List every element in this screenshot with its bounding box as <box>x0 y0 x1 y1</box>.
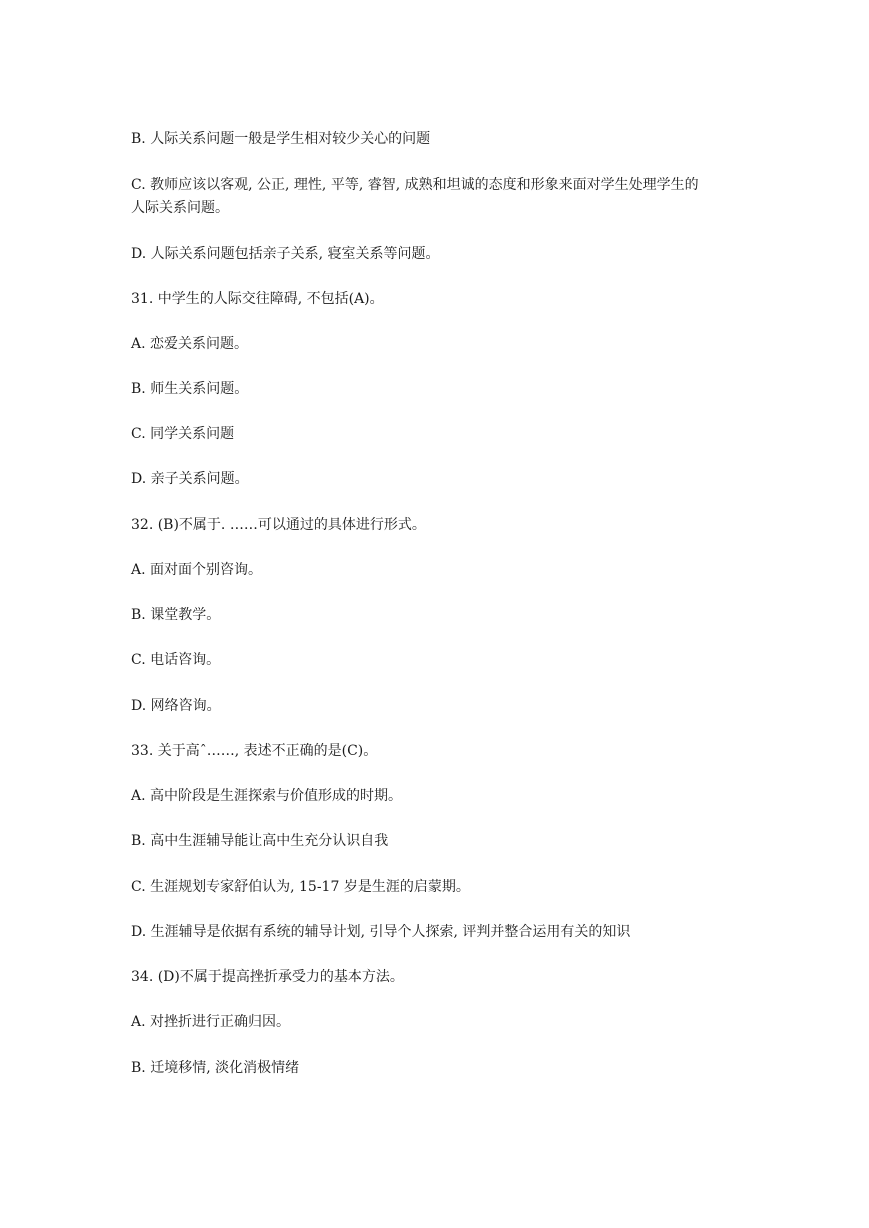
option-d-q31: D. 亲子关系问题。 <box>131 471 249 487</box>
option-a-q33: A. 高中阶段是生涯探索与价值形成的时期。 <box>131 788 403 804</box>
option-b-q30: B. 人际关系问题一般是学生相对较少关心的问题 <box>131 131 431 147</box>
option-d-q32: D. 网络咨询。 <box>131 698 221 714</box>
question-31: 31. 中学生的人际交往障碍, 不包括(A)。 <box>131 291 384 307</box>
option-a-q32: A. 面对面个别咨询。 <box>131 562 263 578</box>
option-c-q32: C. 电话咨询。 <box>131 652 221 668</box>
option-c-q33: C. 生涯规划专家舒伯认为, 15-17 岁是生涯的启蒙期。 <box>131 879 470 895</box>
option-c-q30-line1: C. 教师应该以客观, 公正, 理性, 平等, 睿智, 成熟和坦诚的态度和形象来面对学生处理学生的 <box>131 177 699 193</box>
question-32: 32. (B)不属于. ……可以通过的具体进行形式。 <box>131 517 426 533</box>
option-b-q33: B. 高中生涯辅导能让高中生充分认识自我 <box>131 833 389 849</box>
question-33: 33. 关于高ˆ……, 表述不正确的是(C)。 <box>131 743 378 759</box>
option-c-q31: C. 同学关系问题 <box>131 426 235 442</box>
option-b-q34: B. 迁境移情, 淡化消极情绪 <box>131 1060 300 1076</box>
question-34: 34. (D)不属于提高挫折承受力的基本方法。 <box>131 969 404 985</box>
option-d-q30: D. 人际关系问题包括亲子关系, 寝室关系等问题。 <box>131 246 440 262</box>
option-d-q33: D. 生涯辅导是依据有系统的辅导计划, 引导个人探索, 评判并整合运用有关的知识 <box>131 924 631 940</box>
option-a-q31: A. 恋爱关系问题。 <box>131 336 249 352</box>
option-b-q31: B. 师生关系问题。 <box>131 381 249 397</box>
option-b-q32: B. 课堂教学。 <box>131 607 221 623</box>
option-c-q30-line2: 人际关系问题。 <box>131 200 229 216</box>
option-a-q34: A. 对挫折进行正确归因。 <box>131 1014 291 1030</box>
